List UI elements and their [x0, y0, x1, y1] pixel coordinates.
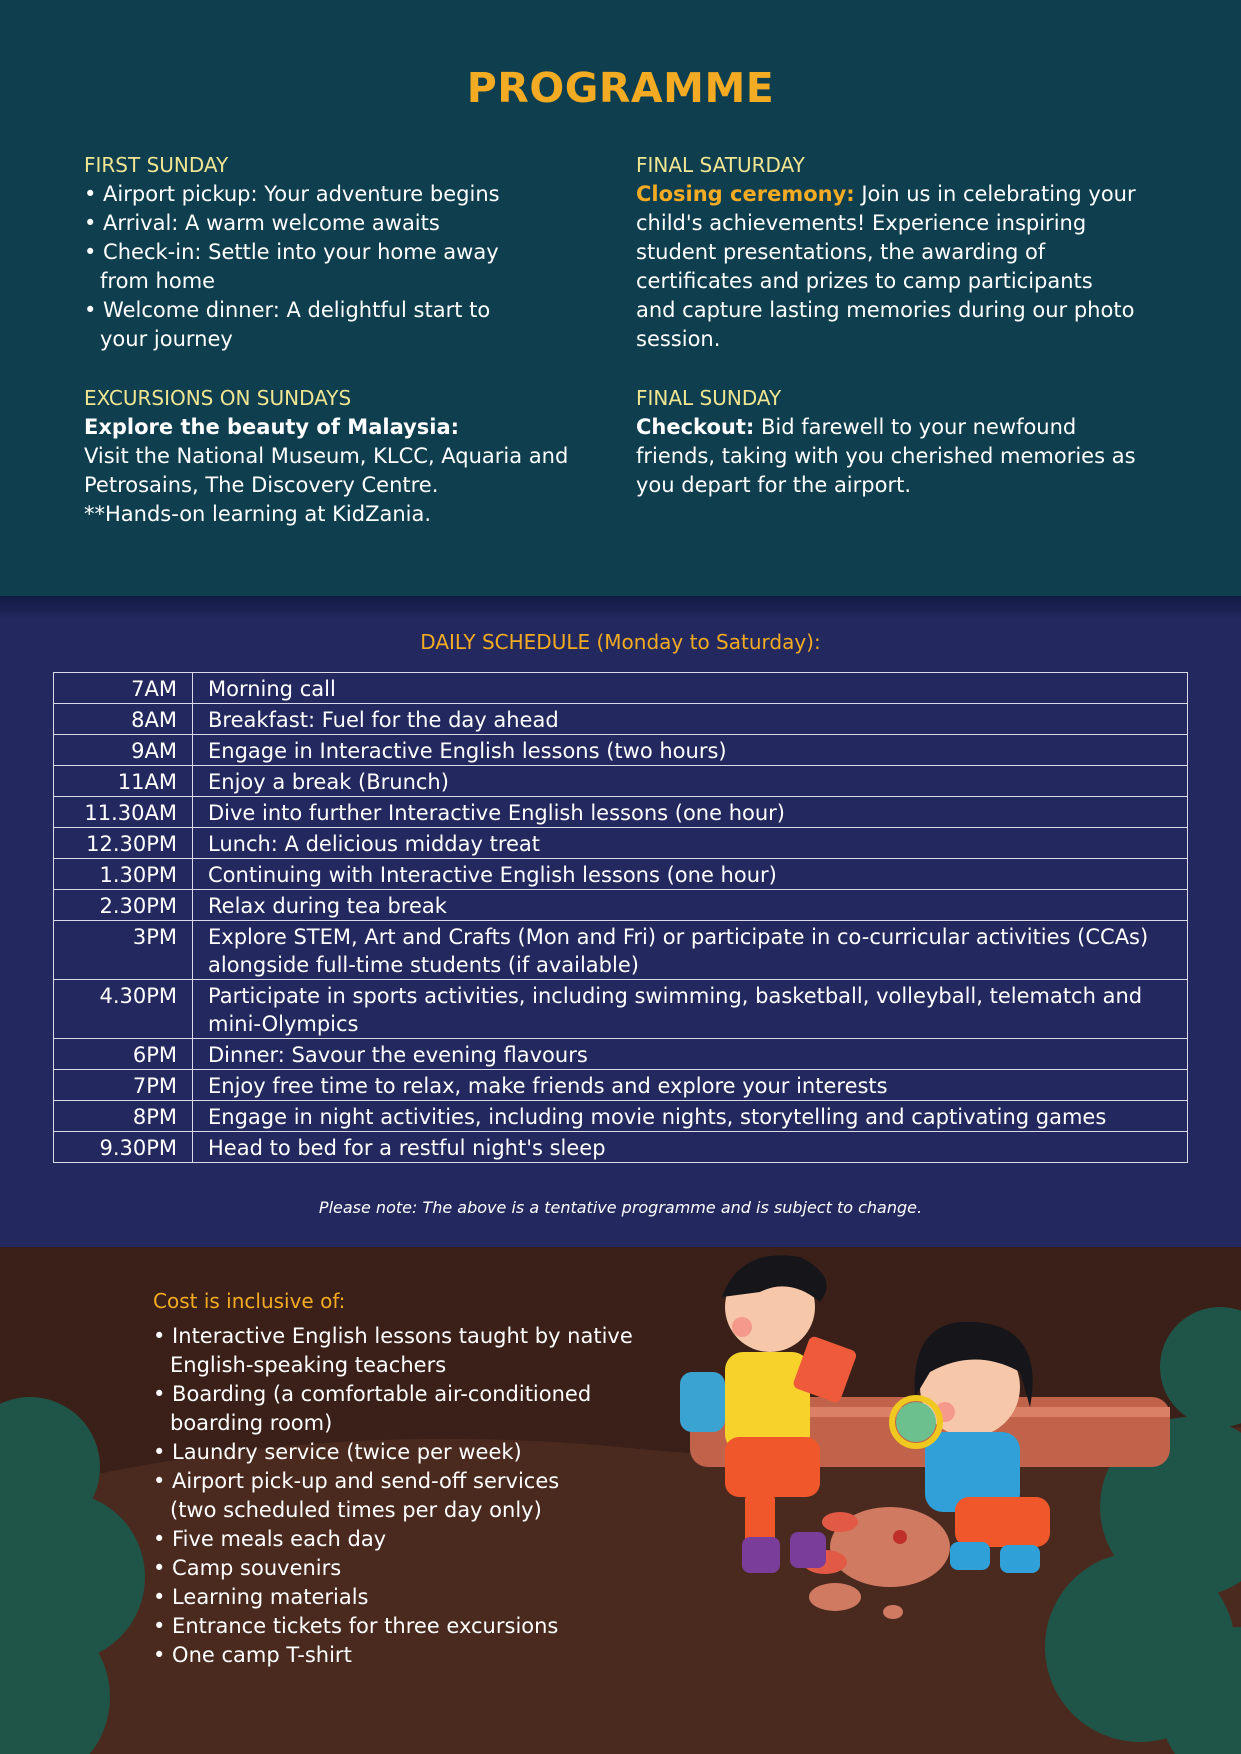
- activity-cell: Enjoy a break (Brunch): [193, 766, 1188, 797]
- section-divider-shadow: [0, 596, 1241, 620]
- table-row: [54, 797, 1188, 828]
- time-cell: 1.30PM: [54, 859, 193, 890]
- excursions-text: Visit the National Museum, KLCC, Aquaria and Petrosains, The Discovery Centre.: [84, 444, 569, 497]
- excursions-extra: **Hands-on learning at KidZania.: [84, 502, 432, 526]
- final-saturday-paragraph: [636, 180, 1136, 354]
- bush-right: [1160, 1307, 1241, 1427]
- time-cell: 9AM: [54, 735, 193, 766]
- cost-item: • Camp souvenirs: [153, 1556, 342, 1580]
- time-cell: 7AM: [54, 673, 193, 704]
- time-cell: 7PM: [54, 1070, 193, 1101]
- activity-cell: Relax during tea break: [193, 890, 1188, 921]
- first-sunday-item: • Arrival: A warm welcome awaits: [84, 211, 440, 235]
- table-row: [54, 980, 1188, 1039]
- excursions-lead: Explore the beauty of Malaysia:: [84, 415, 460, 439]
- final-sunday-text: Bid farewell to your newfound friends, taking with you cherished memories as you depart for the airport.: [636, 415, 1136, 497]
- time-cell: 8PM: [54, 1101, 193, 1132]
- table-row: [54, 890, 1188, 921]
- schedule-title: DAILY SCHEDULE (Monday to Saturday):: [420, 630, 821, 654]
- page-title: PROGRAMME: [466, 64, 775, 112]
- cost-item: • Entrance tickets for three excursions: [153, 1614, 559, 1638]
- first-sunday-heading: FIRST SUNDAY: [84, 153, 229, 177]
- cost-item: • Interactive English lessons taught by native English-speaking teachers: [153, 1324, 633, 1377]
- cost-item: • One camp T-shirt: [153, 1643, 352, 1667]
- time-cell: 11.30AM: [54, 797, 193, 828]
- activity-cell: Continuing with Interactive English lessons (one hour): [193, 859, 1188, 890]
- cost-item: • Laundry service (twice per week): [153, 1440, 522, 1464]
- final-saturday-lead: Closing ceremony:: [636, 182, 855, 206]
- cost-item: • Airport pick-up and send-off services (two scheduled times per day only): [153, 1469, 560, 1522]
- time-cell: 11AM: [54, 766, 193, 797]
- activity-cell: Engage in night activities, including movie nights, storytelling and captivating games: [193, 1101, 1188, 1132]
- table-row: [54, 859, 1188, 890]
- excursions-heading: EXCURSIONS ON SUNDAYS: [84, 386, 352, 410]
- final-sunday-paragraph: [636, 413, 1156, 500]
- activity-cell: Participate in sports activities, including swimming, basketball, volleyball, telematch and mini-Olympics: [193, 980, 1188, 1039]
- activity-cell: Enjoy free time to relax, make friends and explore your interests: [193, 1070, 1188, 1101]
- activity-cell: Head to bed for a restful night's sleep: [193, 1132, 1188, 1163]
- final-sunday-lead: Checkout:: [636, 415, 755, 439]
- final-saturday-block: [636, 151, 1136, 354]
- activity-cell: Morning call: [193, 673, 1188, 704]
- final-saturday-heading: FINAL SATURDAY: [636, 153, 805, 177]
- first-sunday-item: • Airport pickup: Your adventure begins: [84, 182, 500, 206]
- table-row: [54, 673, 1188, 704]
- cost-item: • Learning materials: [153, 1585, 369, 1609]
- pebble: [883, 1605, 903, 1619]
- excursions-block: [84, 384, 574, 529]
- time-cell: 3PM: [54, 921, 193, 980]
- first-sunday-block: [84, 151, 584, 354]
- table-row: [54, 1132, 1188, 1163]
- schedule-note: Please note: The above is a tentative programme and is subject to change.: [318, 1198, 923, 1217]
- time-cell: 2.30PM: [54, 890, 193, 921]
- time-cell: 8AM: [54, 704, 193, 735]
- time-cell: 12.30PM: [54, 828, 193, 859]
- table-row: [54, 1039, 1188, 1070]
- time-cell: 6PM: [54, 1039, 193, 1070]
- table-row: [54, 828, 1188, 859]
- activity-cell: Dive into further Interactive English lessons (one hour): [193, 797, 1188, 828]
- table-row: [54, 704, 1188, 735]
- activity-cell: Lunch: A delicious midday treat: [193, 828, 1188, 859]
- time-cell: 4.30PM: [54, 980, 193, 1039]
- final-saturday-text: Join us in celebrating your child's achievements! Experience inspiring student presentations, the awarding of certificates and prizes to camp participants and capture lasting memories during our photo session.: [636, 182, 1136, 351]
- table-row: [54, 735, 1188, 766]
- mushroom-icon: [822, 1512, 858, 1532]
- final-sunday-block: [636, 384, 1156, 500]
- cost-block: [153, 1287, 673, 1670]
- time-cell: 9.30PM: [54, 1132, 193, 1163]
- schedule-table: [53, 672, 1188, 1163]
- pebble: [809, 1583, 861, 1611]
- first-sunday-item: • Check-in: Settle into your home away from home: [84, 240, 499, 293]
- cost-item: • Five meals each day: [153, 1527, 387, 1551]
- table-row: [54, 921, 1188, 980]
- cost-heading: Cost is inclusive of:: [153, 1289, 346, 1313]
- activity-cell: Explore STEM, Art and Crafts (Mon and Fri) or participate in co-curricular activities (CCAs) alongside full-time students (if available): [193, 921, 1188, 980]
- ladybug-icon: [893, 1530, 907, 1544]
- cost-item: • Boarding (a comfortable air-conditioned boarding room): [153, 1382, 592, 1435]
- first-sunday-item: • Welcome dinner: A delightful start to your journey: [84, 298, 491, 351]
- final-sunday-heading: FINAL SUNDAY: [636, 386, 782, 410]
- activity-cell: Breakfast: Fuel for the day ahead: [193, 704, 1188, 735]
- activity-cell: Dinner: Savour the evening flavours: [193, 1039, 1188, 1070]
- table-row: [54, 1101, 1188, 1132]
- activity-cell: Engage in Interactive English lessons (two hours): [193, 735, 1188, 766]
- table-row: [54, 1070, 1188, 1101]
- table-row: [54, 766, 1188, 797]
